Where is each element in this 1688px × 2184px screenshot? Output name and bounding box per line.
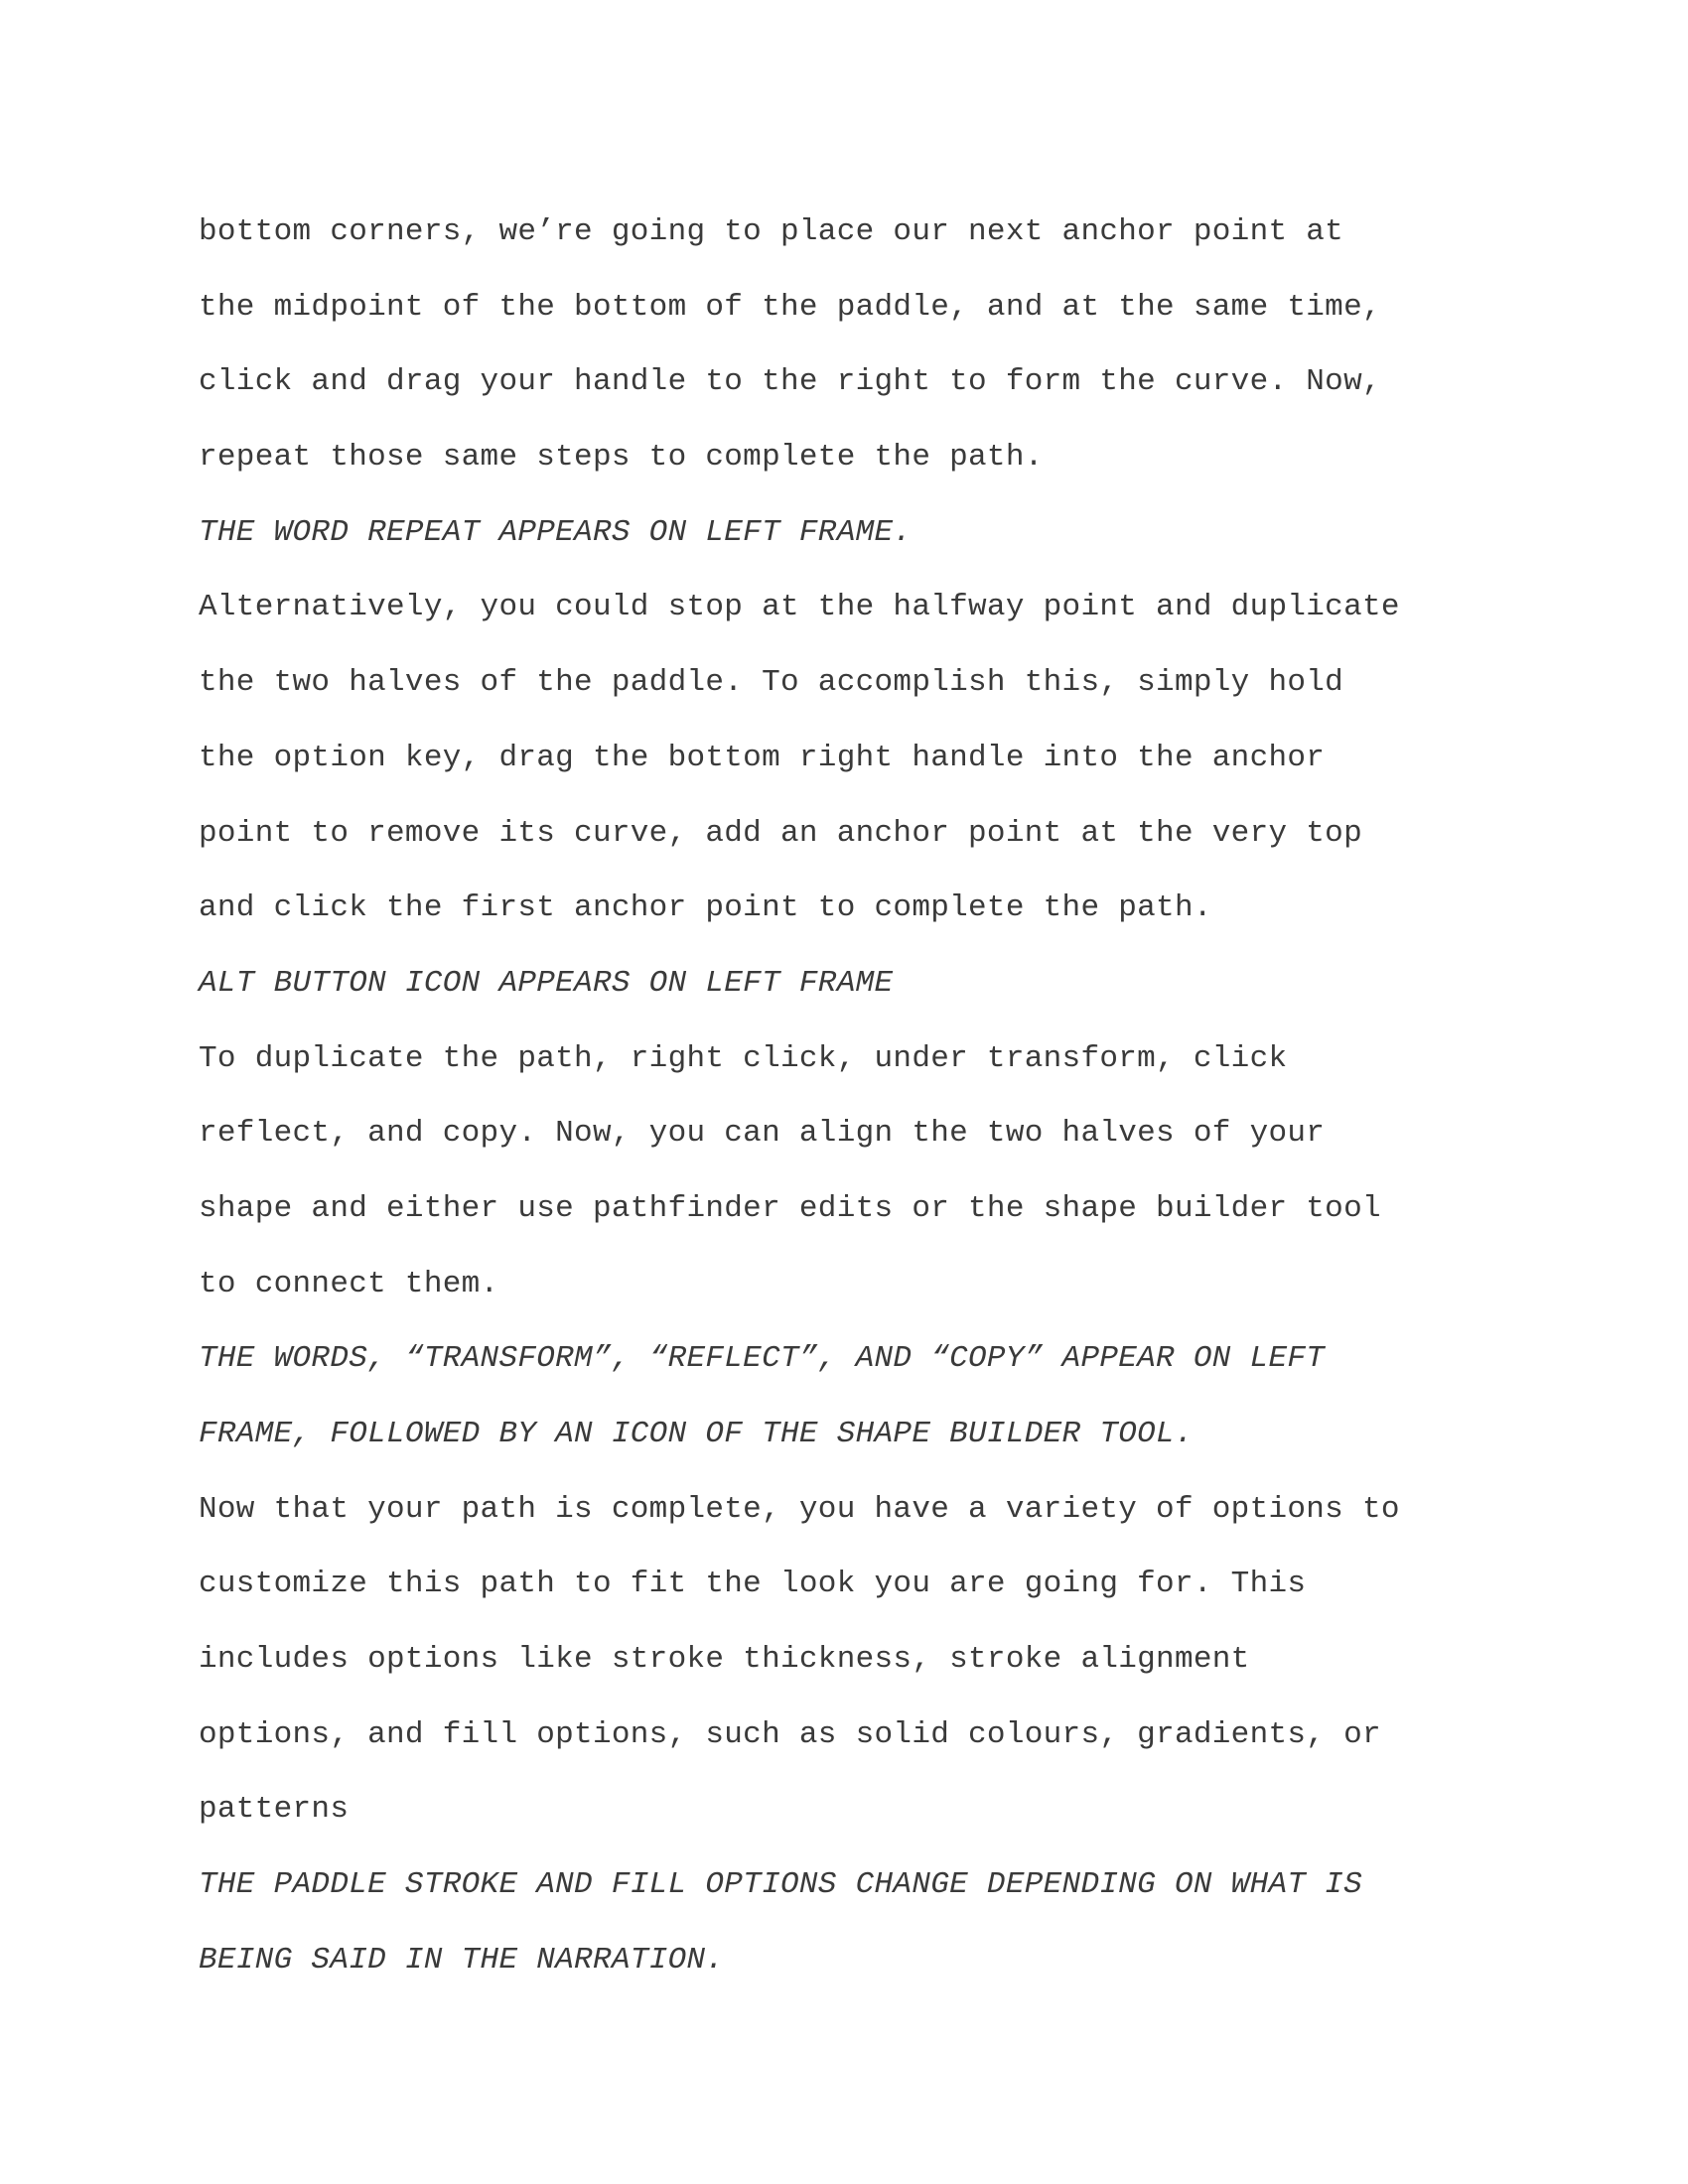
stage-direction-line: THE WORD REPEAT APPEARS ON LEFT FRAME. (199, 514, 913, 550)
stage-direction-line: BEING SAID IN THE NARRATION. (199, 1942, 725, 1978)
narration-line: options, and fill options, such as solid colours, gradients, or (199, 1716, 1381, 1752)
narration-line: Now that your path is complete, you have a variety of options to (199, 1491, 1400, 1527)
narration-line: repeat those same steps to complete the path. (199, 440, 1044, 476)
narration-line: reflect, and copy. Now, you can align the two halves of your (199, 1116, 1326, 1152)
narration-line: customize this path to fit the look you are going for. This (199, 1567, 1307, 1602)
stage-direction-line: FRAME, FOLLOWED BY AN ICON OF THE SHAPE BUILDER TOOL. (199, 1417, 1194, 1451)
narration-line: and click the first anchor point to complete the path. (199, 890, 1212, 926)
narration-line: includes options like stroke thickness, stroke alignment (199, 1642, 1250, 1678)
narration-line: the midpoint of the bottom of the paddle, and at the same time, (199, 289, 1381, 325)
stage-direction-line: THE WORDS, “TRANSFORM”, “REFLECT”, AND “COPY” APPEAR ON LEFT (199, 1341, 1326, 1377)
stage-direction-line: THE PADDLE STROKE AND FILL OPTIONS CHANGE DEPENDING ON WHAT IS (199, 1867, 1362, 1903)
narration-line: point to remove its curve, add an anchor point at the very top (199, 815, 1362, 851)
narration-line: the two halves of the paddle. To accomplish this, simply hold (199, 665, 1344, 701)
narration-line: bottom corners, we’re going to place our next anchor point at (199, 214, 1344, 249)
narration-line: shape and either use pathfinder edits or the shape builder tool (199, 1190, 1381, 1226)
script-body (199, 195, 1509, 1998)
stage-direction-line: ALT BUTTON ICON APPEARS ON LEFT FRAME (199, 965, 894, 1001)
narration-line: to connect them. (199, 1266, 499, 1301)
narration-line: the option key, drag the bottom right handle into the anchor (199, 740, 1326, 775)
narration-line: click and drag your handle to the right to form the curve. Now, (199, 364, 1381, 400)
narration-line: To duplicate the path, right click, under transform, click (199, 1040, 1288, 1076)
narration-line: patterns (199, 1792, 350, 1828)
narration-line: Alternatively, you could stop at the halfway point and duplicate (199, 590, 1400, 625)
